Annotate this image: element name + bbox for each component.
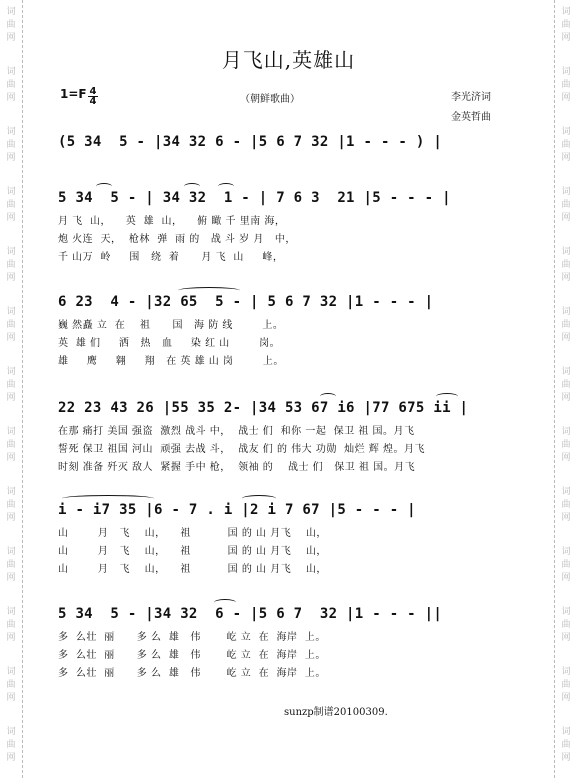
watermark-char: 网 (561, 33, 571, 43)
watermark-char: 曲 (6, 140, 16, 150)
watermark-char: 曲 (6, 740, 16, 750)
watermark-char: 词 (6, 607, 16, 617)
slur-mark (62, 495, 154, 502)
watermark-char: 词 (6, 247, 16, 257)
watermark-char: 曲 (6, 440, 16, 450)
watermark-stack (555, 726, 577, 765)
watermark-char: 网 (6, 153, 16, 163)
watermark-char: 网 (6, 213, 16, 223)
watermark-char: 网 (6, 333, 16, 343)
watermark-char: 词 (561, 487, 571, 497)
watermark-char: 网 (6, 393, 16, 403)
watermark-char: 网 (6, 453, 16, 463)
watermark-stack (0, 726, 22, 765)
watermark-char: 曲 (561, 620, 571, 630)
watermark-stack (0, 366, 22, 405)
watermark-stack (555, 426, 577, 465)
watermark-char: 网 (561, 93, 571, 103)
watermark-char: 曲 (6, 680, 16, 690)
watermark-stack (0, 6, 22, 45)
watermark-char: 词 (6, 67, 16, 77)
time-signature-top: 4 (89, 86, 97, 97)
time-signature (87, 87, 99, 106)
watermark-stack (555, 606, 577, 645)
watermark-stack (0, 486, 22, 525)
genre-label: （朝鲜歌曲） (240, 94, 300, 105)
watermark-char: 网 (6, 633, 16, 643)
watermark-char: 网 (6, 33, 16, 43)
watermark-stack (0, 666, 22, 705)
watermark-stack (555, 126, 577, 165)
watermark-stack (555, 666, 577, 705)
watermark-char: 曲 (6, 500, 16, 510)
watermark-char: 曲 (6, 320, 16, 330)
slur-mark (178, 287, 240, 294)
transcriber-footer: sunzp制谱20100309. (284, 707, 388, 718)
watermark-char: 词 (561, 187, 571, 197)
watermark-char: 词 (6, 547, 16, 557)
watermark-char: 词 (6, 427, 16, 437)
line3-lyric-verse1: 在那 痛打 美国 强盗 激烈 战斗 中， 战士 们 和你 一起 保卫 祖 国。月飞 (58, 426, 415, 437)
watermark-char: 曲 (6, 560, 16, 570)
watermark-char: 曲 (561, 740, 571, 750)
watermark-stack (0, 606, 22, 645)
watermark-char: 词 (561, 7, 571, 17)
watermark-char: 网 (6, 273, 16, 283)
watermark-char: 词 (6, 307, 16, 317)
watermark-char: 词 (561, 667, 571, 677)
line1-notes: 5 34 5 - | 34 32 1 - | 7 6 3 21 |5 - - - | (58, 190, 451, 206)
watermark-char: 网 (6, 93, 16, 103)
slur-mark (218, 183, 234, 190)
watermark-char: 网 (561, 573, 571, 583)
lyricist-credit: 李光济词 (451, 92, 491, 103)
watermark-char: 词 (561, 427, 571, 437)
line3-lyric-verse2: 誓死 保卫 祖国 河山 顽强 去战 斗， 战友 们 的 伟大 功勋 灿烂 辉 煌。月飞 (58, 444, 426, 455)
watermark-stack (0, 546, 22, 585)
watermark-stack (555, 246, 577, 285)
slur-mark (184, 183, 200, 190)
line1-lyric-verse2: 炮 火连 天， 枪林 弹 雨 的 战 斗 岁 月 中， (58, 234, 296, 245)
line3-notes: 22 23 43 26 |55 35 2- |34 53 67 i6 |77 675 ii | (58, 400, 469, 416)
watermark-char: 词 (561, 607, 571, 617)
watermark-char: 曲 (561, 680, 571, 690)
watermark-char: 曲 (6, 80, 16, 90)
watermark-char: 网 (561, 333, 571, 343)
watermark-char: 曲 (6, 620, 16, 630)
watermark-char: 网 (561, 153, 571, 163)
watermark-char: 曲 (561, 140, 571, 150)
line5-notes: 5 34 5 - |34 32 6 - |5 6 7 32 |1 - - - || (58, 606, 443, 622)
composer-credit: 金英哲曲 (451, 112, 491, 123)
watermark-char: 词 (561, 727, 571, 737)
watermark-char: 词 (561, 367, 571, 377)
watermark-char: 曲 (561, 80, 571, 90)
watermark-char: 网 (6, 693, 16, 703)
watermark-char: 曲 (6, 260, 16, 270)
line2-lyric-verse2: 英 雄 们 洒 热 血 染 红 山 岗。 (58, 338, 281, 349)
slur-mark (242, 495, 276, 502)
key-signature: 1=F (60, 87, 87, 101)
watermark-char: 曲 (6, 200, 16, 210)
watermark-char: 曲 (561, 440, 571, 450)
slur-mark (214, 599, 236, 606)
watermark-char: 网 (6, 753, 16, 763)
slur-mark (320, 393, 336, 400)
watermark-stack (555, 486, 577, 525)
watermark-stack (555, 366, 577, 405)
watermark-char: 网 (561, 393, 571, 403)
line2-lyric-verse1: 巍 然矗 立 在 祖 国 海 防 线 上。 (58, 320, 284, 331)
watermark-char: 词 (561, 127, 571, 137)
watermark-char: 曲 (561, 320, 571, 330)
watermark-char: 网 (561, 753, 571, 763)
watermark-char: 词 (6, 367, 16, 377)
line5-lyric-verse1: 多 么壮 丽 多 么 雄 伟 屹 立 在 海岸 上。 (58, 632, 326, 643)
watermark-char: 曲 (561, 560, 571, 570)
watermark-char: 曲 (561, 380, 571, 390)
line3-lyric-verse3: 时刻 准备 歼灭 敌人 紧握 手中 枪， 领袖 的 战士 们 保卫 祖 国。月飞 (58, 462, 416, 473)
watermark-char: 曲 (561, 500, 571, 510)
watermark-stack (555, 6, 577, 45)
watermark-char: 网 (561, 453, 571, 463)
watermark-stack (0, 186, 22, 225)
watermark-char: 词 (561, 247, 571, 257)
prelude-notes: (5 34 5 - |34 32 6 - |5 6 7 32 |1 - - - ) | (58, 134, 443, 150)
watermark-char: 曲 (6, 20, 16, 30)
watermark-stack (555, 306, 577, 345)
watermark-char: 词 (6, 187, 16, 197)
watermark-char: 词 (6, 7, 16, 17)
watermark-char: 曲 (6, 380, 16, 390)
watermark-char: 网 (561, 693, 571, 703)
watermark-char: 网 (561, 273, 571, 283)
line4-notes: i - i7 35 |6 - 7 . i |2 i 7 67 |5 - - - | (58, 502, 416, 518)
song-title: 月飞山,英雄山 (221, 48, 356, 72)
watermark-char: 网 (561, 213, 571, 223)
watermark-char: 网 (6, 513, 16, 523)
watermark-char: 网 (561, 513, 571, 523)
watermark-char: 词 (6, 127, 16, 137)
line2-lyric-verse3: 雄 鹰 翱 翔 在 英 雄 山 岗 上。 (58, 356, 284, 367)
watermark-char: 词 (561, 307, 571, 317)
watermark-char: 网 (6, 573, 16, 583)
watermark-char: 曲 (561, 200, 571, 210)
slur-mark (96, 183, 112, 190)
line2-notes: 6 23 4 - |32 65 5 - | 5 6 7 32 |1 - - - | (58, 294, 434, 310)
line5-lyric-verse3: 多 么壮 丽 多 么 雄 伟 屹 立 在 海岸 上。 (58, 668, 326, 679)
watermark-char: 曲 (561, 20, 571, 30)
watermark-char: 词 (6, 667, 16, 677)
watermark-char: 词 (561, 67, 571, 77)
line4-lyric-verse1: 山 月 飞 山， 祖 国 的 山 月飞 山， (58, 528, 327, 539)
watermark-char: 词 (6, 727, 16, 737)
time-signature-bottom: 4 (89, 96, 97, 107)
watermark-stack (0, 426, 22, 465)
watermark-stack (555, 186, 577, 225)
line1-lyric-verse3: 千 山万 岭 围 绕 着 月 飞 山 峰， (58, 252, 284, 263)
watermark-stack (0, 246, 22, 285)
slur-mark (436, 393, 458, 400)
watermark-char: 词 (561, 547, 571, 557)
line1-lyric-verse1: 月 飞 山， 英 雄 山， 俯 瞰 千 里南 海， (58, 216, 286, 227)
line4-lyric-verse2: 山 月 飞 山， 祖 国 的 山 月飞 山， (58, 546, 327, 557)
line5-lyric-verse2: 多 么壮 丽 多 么 雄 伟 屹 立 在 海岸 上。 (58, 650, 326, 661)
watermark-char: 词 (6, 487, 16, 497)
watermark-char: 网 (561, 633, 571, 643)
line4-lyric-verse3: 山 月 飞 山， 祖 国 的 山 月飞 山， (58, 564, 327, 575)
watermark-stack (555, 546, 577, 585)
watermark-stack (0, 306, 22, 345)
watermark-char: 曲 (561, 260, 571, 270)
watermark-stack (0, 126, 22, 165)
